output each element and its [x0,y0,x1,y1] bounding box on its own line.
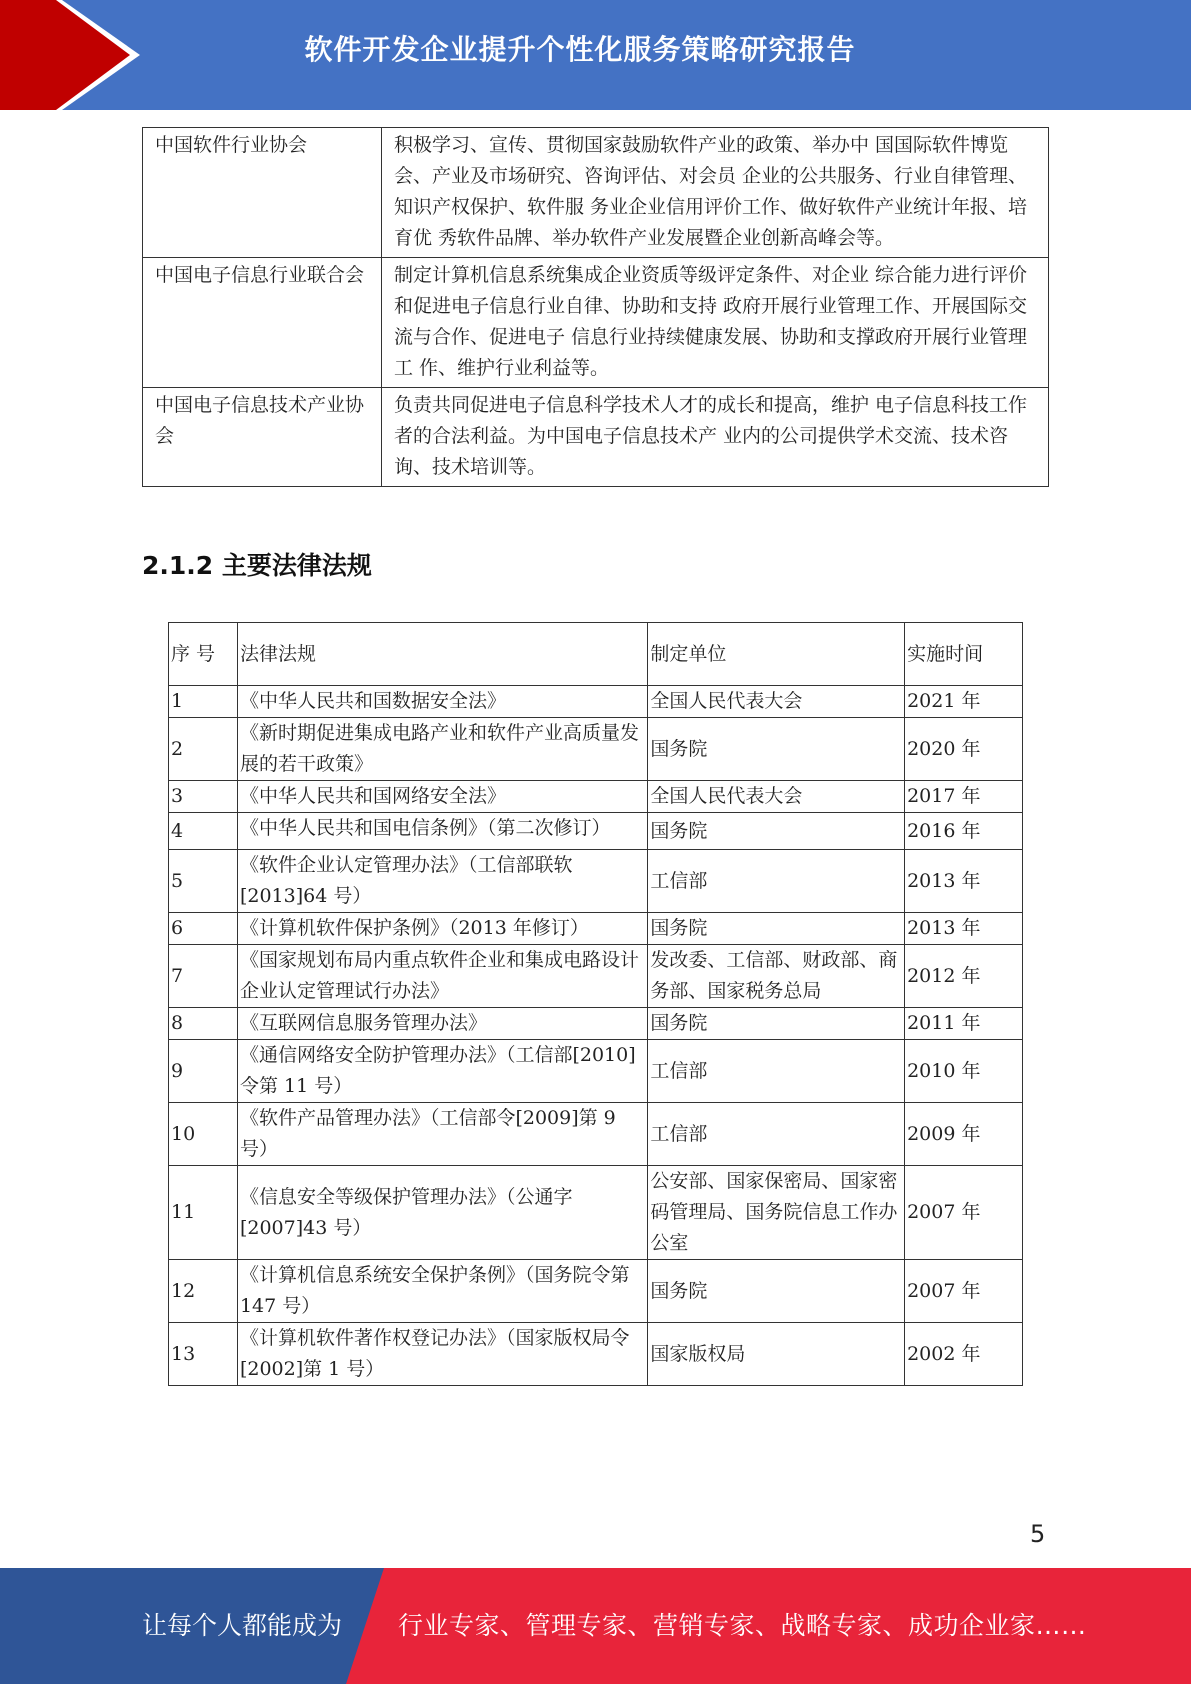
row-no: 6 [169,913,238,945]
row-unit: 全国人民代表大会 [648,781,905,813]
row-year: 2021 年 [905,686,1023,718]
table-row [169,850,1023,913]
row-law: 《中华人民共和国数据安全法》 [237,686,647,718]
row-law: 《计算机软件著作权登记办法》（国家版权局令[2002]第 1 号） [237,1323,647,1386]
row-unit: 发改委、工信部、财政部、商务部、国家税务总局 [648,945,905,1008]
row-law-text: 《中华人民共和国电信条例》（第二次修订） [239,817,611,839]
row-unit: 全国人民代表大会 [648,686,905,718]
row-law: 《互联网信息服务管理办法》 [237,1008,647,1040]
row-unit: 国家版权局 [648,1323,905,1386]
row-year: 2016 年 [905,813,1023,850]
org-description: 积极学习、宣传、贯彻国家鼓励软件产业的政策、举办中 国国际软件博览会、产业及市场研究、咨询评估、对会员 企业的公共服务、行业自律管理、知识产权保护、软件服 务业企业信用评价工作、做好软件产业统计年报、培育优 秀软件品牌、举办软件产业发展暨企业创新高峰会等。 [382,128,1049,258]
row-year: 2011 年 [905,1008,1023,1040]
row-unit: 工信部 [648,1103,905,1166]
row-law: 《中华人民共和国网络安全法》 [237,781,647,813]
org-description: 负责共同促进电子信息科学技术人才的成长和提高，维护 电子信息科技工作者的合法利益。为中国电子信息技术产 业内的公司提供学术交流、技术咨询、技术培训等。 [382,388,1049,487]
table-row [169,945,1023,1008]
row-unit: 国务院 [648,1260,905,1323]
table-row [143,258,1049,388]
org-name: 中国软件行业协会 [143,128,382,258]
row-year: 2010 年 [905,1040,1023,1103]
row-unit: 国务院 [648,813,905,850]
table-row [169,686,1023,718]
row-year: 2013 年 [905,913,1023,945]
row-no: 12 [169,1260,238,1323]
row-year: 2013 年 [905,850,1023,913]
row-unit: 工信部 [648,850,905,913]
header-no: 序 号 [169,623,238,686]
row-unit: 国务院 [648,1008,905,1040]
row-no: 13 [169,1323,238,1386]
row-law [237,813,647,850]
row-law: 《计算机信息系统安全保护条例》（国务院令第 147 号） [237,1260,647,1323]
table-row [143,388,1049,487]
table-row [169,781,1023,813]
row-law: 《软件产品管理办法》（工信部令[2009]第 9 号） [237,1103,647,1166]
row-no: 3 [169,781,238,813]
row-law: 《软件企业认定管理办法》（工信部联软[2013]64 号） [237,850,647,913]
row-unit: 公安部、国家保密局、国家密码管理局、国务院信息工作办公室 [648,1166,905,1260]
row-law: 《计算机软件保护条例》（2013 年修订） [237,913,647,945]
table-row [169,913,1023,945]
row-no: 11 [169,1166,238,1260]
row-no: 5 [169,850,238,913]
table-header-row [169,623,1023,686]
footer-slogan-right: 行业专家、管理专家、营销专家、战略专家、成功企业家…… [398,1611,1087,1640]
row-unit: 工信部 [648,1040,905,1103]
page-number: 5 [1030,1520,1046,1548]
row-unit: 国务院 [648,913,905,945]
table-row [169,813,1023,850]
row-no: 10 [169,1103,238,1166]
header-year: 实施时间 [905,623,1023,686]
row-law: 《通信网络安全防护管理办法》（工信部[2010]令第 11 号） [237,1040,647,1103]
row-no: 7 [169,945,238,1008]
table-row [169,1008,1023,1040]
row-no: 2 [169,718,238,781]
row-year: 2012 年 [905,945,1023,1008]
row-year: 2007 年 [905,1260,1023,1323]
laws-regulations-table [168,622,1023,1386]
table-row [143,128,1049,258]
row-no: 9 [169,1040,238,1103]
table-row [169,1323,1023,1386]
row-year: 2007 年 [905,1166,1023,1260]
row-no: 1 [169,686,238,718]
table-row [169,1040,1023,1103]
table-row [169,1103,1023,1166]
header-law: 法律法规 [237,623,647,686]
row-year: 2020 年 [905,718,1023,781]
org-description: 制定计算机信息系统集成企业资质等级评定条件、对企业 综合能力进行评价和促进电子信息行业自律、协助和支持 政府开展行业管理工作、开展国际交流与合作、促进电子 信息行业持续健康发展、协助和支撑政府开展行业管理工 作、维护行业利益等。 [382,258,1049,388]
row-law: 《信息安全等级保护管理办法》（公通字[2007]43 号） [237,1166,647,1260]
industry-association-table [142,127,1049,487]
row-unit: 国务院 [648,718,905,781]
row-law: 《国家规划布局内重点软件企业和集成电路设计企业认定管理试行办法》 [237,945,647,1008]
table-row [169,1166,1023,1260]
org-name: 中国电子信息技术产业协会 [143,388,382,487]
row-no: 8 [169,1008,238,1040]
row-no: 4 [169,813,238,850]
row-year: 2009 年 [905,1103,1023,1166]
footer-banner [0,1568,1191,1684]
footer-slogan-left: 让每个人都能成为 [142,1611,343,1640]
org-name: 中国电子信息行业联合会 [143,258,382,388]
section-heading: 2.1.2 主要法律法规 [142,551,372,580]
row-year: 2002 年 [905,1323,1023,1386]
table-row [169,1260,1023,1323]
table-row [169,718,1023,781]
row-law: 《新时期促进集成电路产业和软件产业高质量发展的若干政策》 [237,718,647,781]
header-unit: 制定单位 [648,623,905,686]
header-banner [0,0,1191,110]
report-title: 软件开发企业提升个性化服务策略研究报告 [304,33,856,66]
row-year: 2017 年 [905,781,1023,813]
